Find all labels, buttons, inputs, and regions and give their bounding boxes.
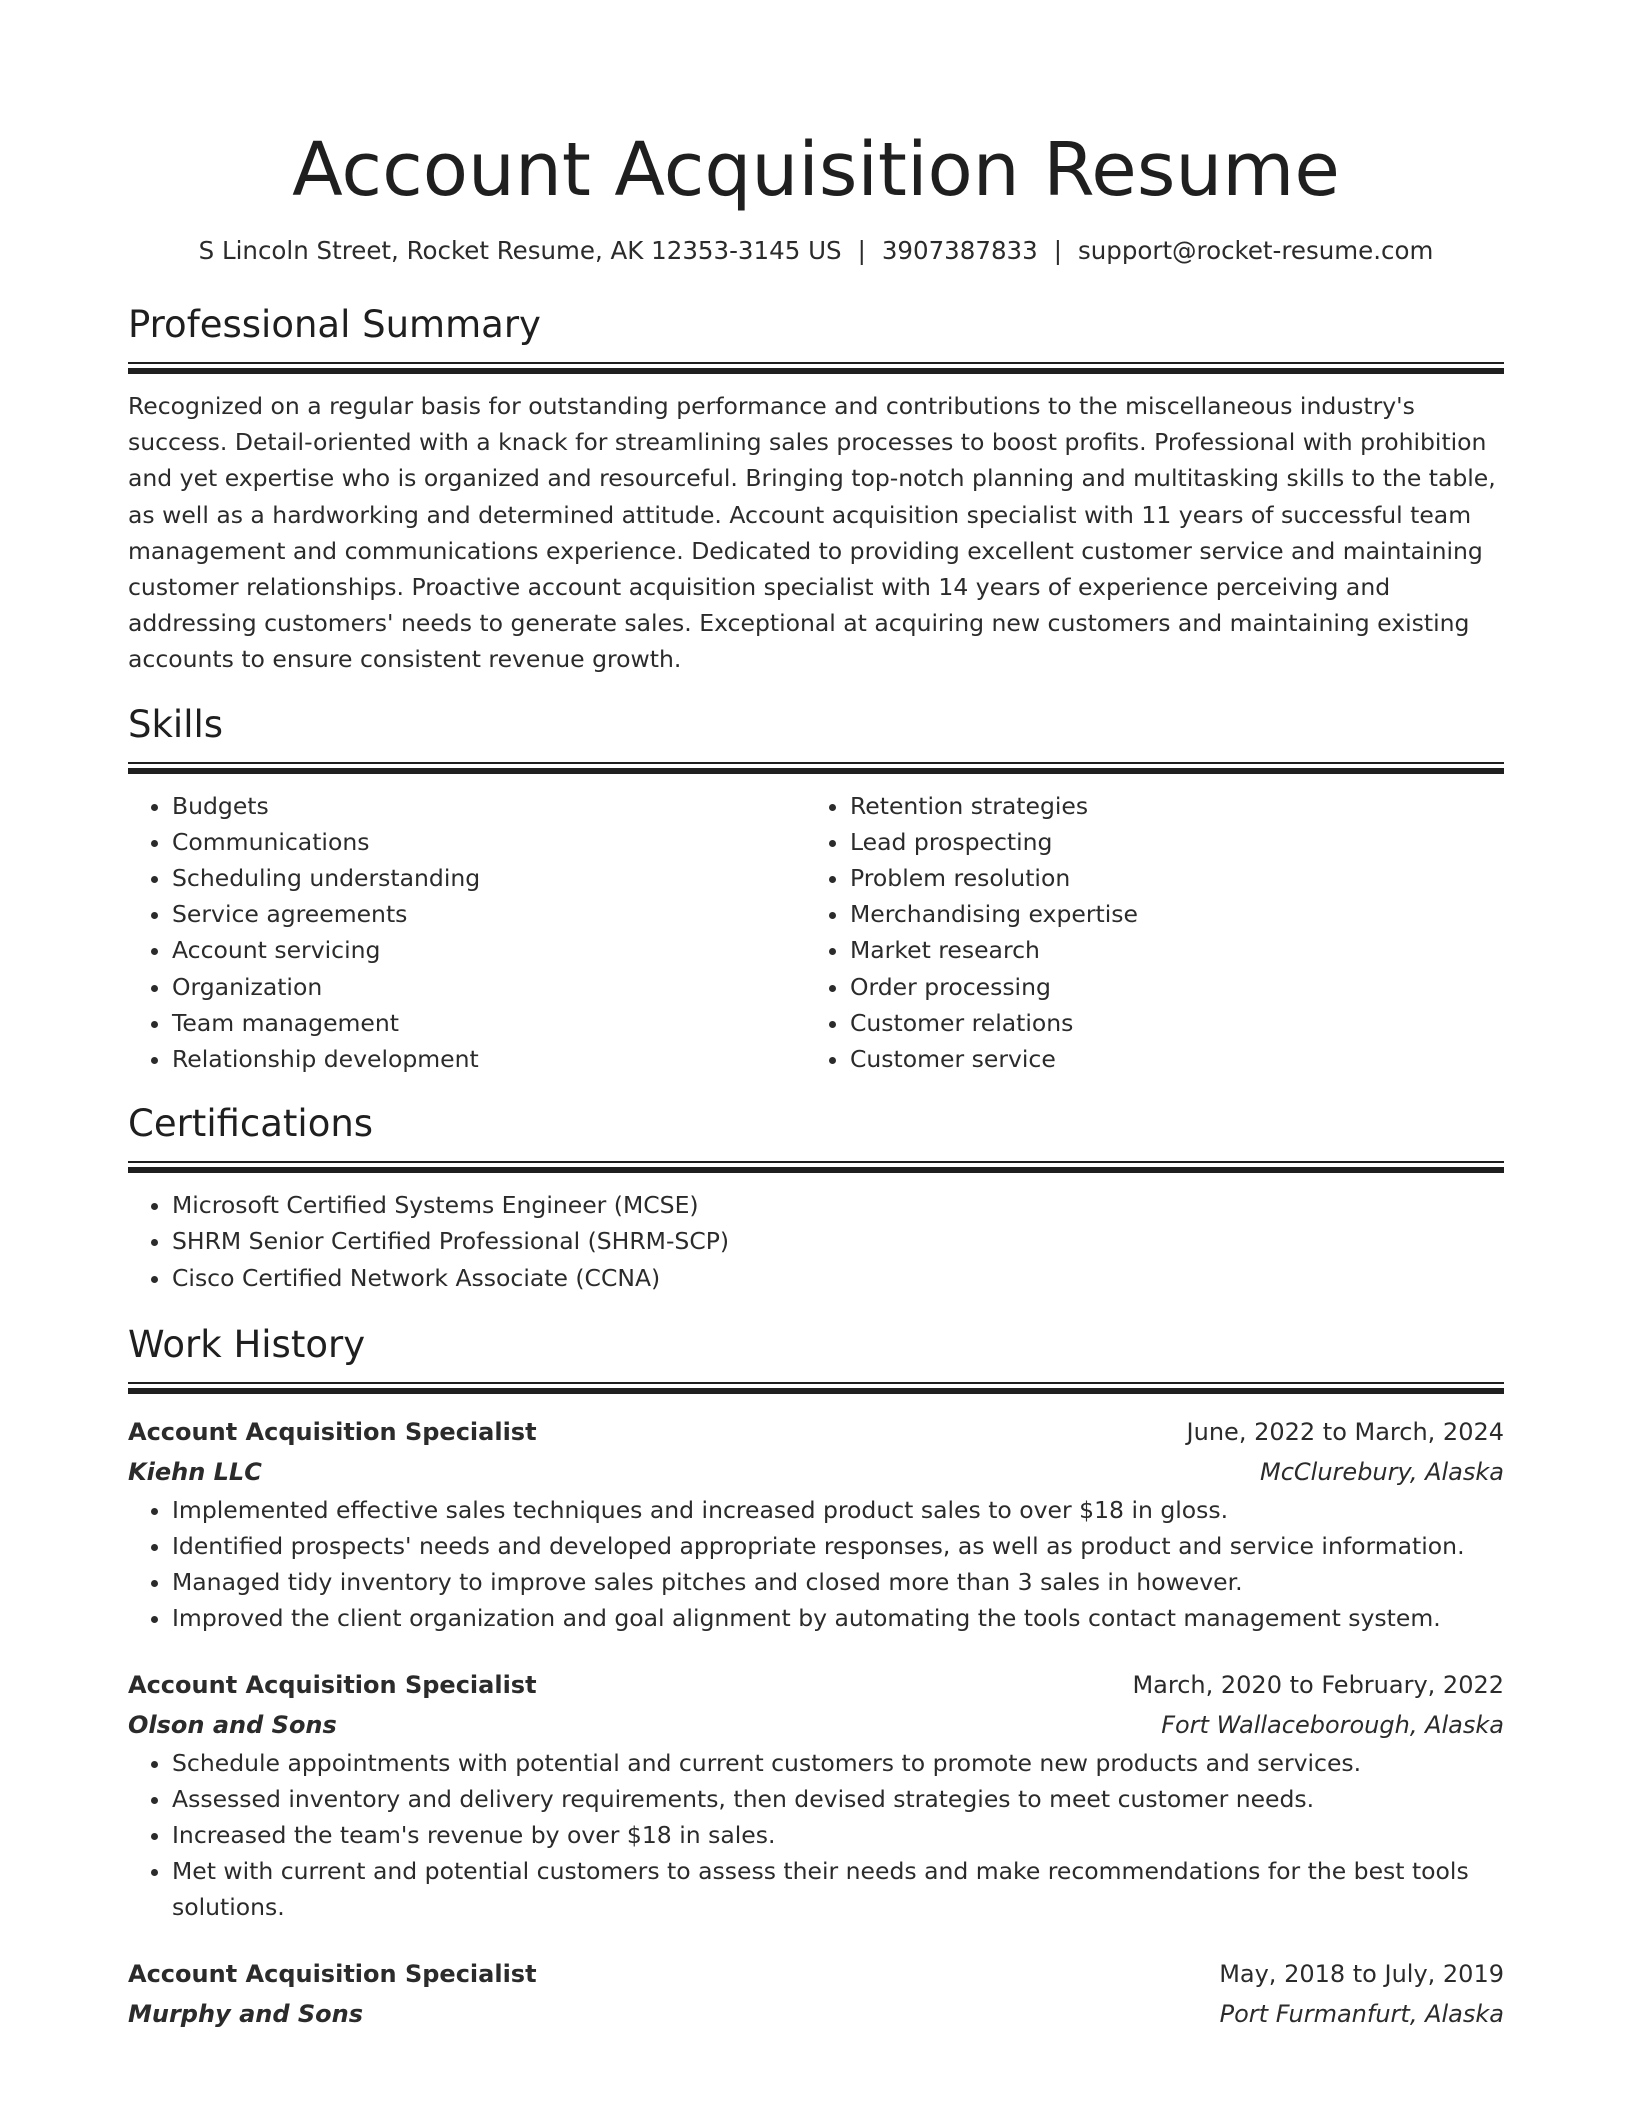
skill-item: • Customer service xyxy=(850,1041,1484,1077)
contact-separator: | xyxy=(857,236,866,265)
skills-column-right xyxy=(806,788,1484,1078)
section-heading-summary: Professional Summary xyxy=(128,303,541,346)
job-header-row xyxy=(128,1665,1504,1705)
certification-item: • Cisco Certified Network Associate (CCNA) xyxy=(172,1260,1504,1296)
job-company: Murphy and Sons xyxy=(128,1999,364,2028)
skill-item: • Relationship development xyxy=(172,1041,806,1077)
contact-phone: 3907387833 xyxy=(881,236,1038,265)
job-bullet: • Improved the client organization and goal alignment by automating the tools contact management system. xyxy=(172,1600,1504,1636)
job-bullet: • Assessed inventory and delivery requirements, then devised strategies to meet customer needs. xyxy=(172,1781,1504,1817)
skill-item: • Problem resolution xyxy=(850,860,1484,896)
skill-item: • Merchandising expertise xyxy=(850,896,1484,932)
section-heading-work-history: Work History xyxy=(128,1322,366,1366)
summary-text: Recognized on a regular basis for outstanding performance and contributions to the miscellaneous industry's success. Detail-oriented with a knack for streamlining sales processes to boost profits. Professional with prohibition and yet expertise who is organized and resourceful. Bringing top-notch planning and multitasking skills to the table, as well as a hardworking and determined attitude. Account acquisition specialist with 11 years of successful team management and communications experience. Dedicated to providing excellent customer service and maintaining customer relationships. Proactive account acquisition specialist with 14 years of experience perceiving and addressing customers' needs to generate sales. Exceptional at acquiring new customers and maintaining existing accounts to ensure consistent revenue growth. xyxy=(128,392,1496,674)
job-bullet: • Schedule appointments with potential and current customers to promote new products and services. xyxy=(172,1745,1504,1781)
skill-item: • Team management xyxy=(172,1005,806,1041)
job-bullet: • Met with current and potential customers to assess their needs and make recommendations for the best tools solutions. xyxy=(172,1853,1504,1925)
certifications-section xyxy=(128,1101,1504,1296)
section-heading-certifications: Certifications xyxy=(128,1102,374,1146)
job-dates: March, 2020 to February, 2022 xyxy=(1132,1670,1504,1699)
contact-address: S Lincoln Street, Rocket Resume, AK 12353-3145 US xyxy=(198,236,842,265)
skill-item: • Lead prospecting xyxy=(850,824,1484,860)
job-company-row xyxy=(128,1994,1504,2034)
job-company-row xyxy=(128,1705,1504,1745)
job-location: Fort Wallaceborough, Alaska xyxy=(1161,1710,1504,1739)
skills-columns xyxy=(128,788,1504,1078)
job-title: Account Acquisition Specialist xyxy=(128,1417,537,1446)
summary-section xyxy=(128,302,1504,678)
job-dates: June, 2022 to March, 2024 xyxy=(1186,1417,1504,1446)
job-company: Olson and Sons xyxy=(128,1710,337,1739)
job-bullet: • Managed tidy inventory to improve sales pitches and closed more than 3 sales in however. xyxy=(172,1564,1504,1600)
job-entry xyxy=(128,1954,1504,2034)
skill-item: • Customer relations xyxy=(850,1005,1484,1041)
skill-item: • Service agreements xyxy=(172,896,806,932)
skill-item: • Order processing xyxy=(850,969,1484,1005)
skill-item: • Budgets xyxy=(172,788,806,824)
work-history-section xyxy=(128,1322,1504,2034)
skill-item: • Communications xyxy=(172,824,806,860)
certification-item: • SHRM Senior Certified Professional (SHRM-SCP) xyxy=(172,1223,1504,1259)
skill-item: • Market research xyxy=(850,932,1484,968)
contact-separator: | xyxy=(1053,236,1062,265)
job-header-row xyxy=(128,1412,1504,1452)
job-bullets xyxy=(128,1492,1504,1637)
contact-email: support@rocket-resume.com xyxy=(1077,236,1434,265)
skill-item: • Account servicing xyxy=(172,932,806,968)
skills-column-left xyxy=(128,788,806,1078)
section-divider xyxy=(128,762,1504,774)
section-divider xyxy=(128,362,1504,374)
job-location: McClurebury, Alaska xyxy=(1260,1457,1504,1486)
job-bullet: • Implemented effective sales techniques and increased product sales to over $18 in gloss. xyxy=(172,1492,1504,1528)
certifications-list xyxy=(128,1187,1504,1296)
section-heading-skills: Skills xyxy=(128,702,224,746)
job-bullet: • Increased the team's revenue by over $18 in sales. xyxy=(172,1817,1504,1853)
certification-item: • Microsoft Certified Systems Engineer (MCSE) xyxy=(172,1187,1504,1223)
job-bullet: • Identified prospects' needs and developed appropriate responses, as well as product and service information. xyxy=(172,1528,1504,1564)
skill-item: • Scheduling understanding xyxy=(172,860,806,896)
skill-item: • Retention strategies xyxy=(850,788,1484,824)
contact-line xyxy=(128,234,1504,268)
skill-item: • Organization xyxy=(172,969,806,1005)
skills-section xyxy=(128,702,1504,1078)
job-entry xyxy=(128,1412,1504,1637)
job-location: Port Furmanfurt, Alaska xyxy=(1219,1999,1504,2028)
section-divider xyxy=(128,1382,1504,1394)
job-dates: May, 2018 to July, 2019 xyxy=(1219,1959,1504,1988)
job-company: Kiehn LLC xyxy=(128,1457,262,1486)
job-title: Account Acquisition Specialist xyxy=(128,1959,537,1988)
resume-page xyxy=(128,0,1504,2034)
job-header-row xyxy=(128,1954,1504,1994)
job-bullets xyxy=(128,1745,1504,1926)
section-divider xyxy=(128,1161,1504,1173)
job-entry xyxy=(128,1665,1504,1926)
resume-title: Account Acquisition Resume xyxy=(292,127,1340,213)
job-company-row xyxy=(128,1452,1504,1492)
job-title: Account Acquisition Specialist xyxy=(128,1670,537,1699)
